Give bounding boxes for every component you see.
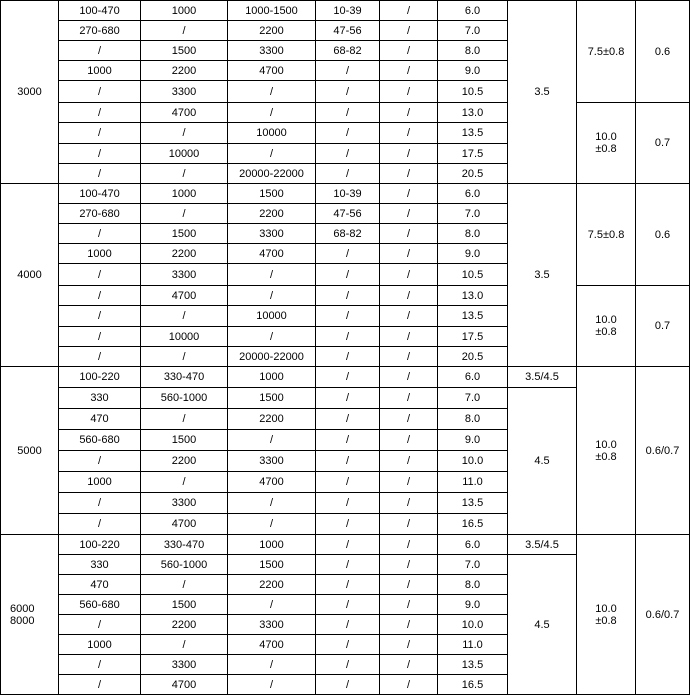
table-cell: / — [59, 615, 141, 635]
table-cell: / — [228, 655, 316, 675]
table-cell: 3300 — [228, 451, 316, 472]
cell-line: 6000 — [10, 602, 35, 615]
table-cell: 3.5 — [508, 1, 577, 184]
table-cell: / — [380, 595, 438, 615]
table-cell: / — [59, 327, 141, 347]
table-cell: 16.5 — [438, 514, 508, 535]
table-cell: / — [380, 409, 438, 430]
table-cell: 4700 — [228, 244, 316, 264]
table-cell: / — [59, 123, 141, 144]
table-cell: / — [316, 103, 380, 123]
table-cell: 10000 — [228, 123, 316, 144]
table-cell: / — [380, 224, 438, 244]
table-cell: 4700 — [141, 103, 228, 123]
table-cell: / — [316, 388, 380, 409]
table-cell: 10000 — [141, 327, 228, 347]
table-cell: / — [380, 244, 438, 264]
table-cell: 10000 — [228, 306, 316, 327]
table-cell: / — [316, 286, 380, 306]
table-cell: 1000 — [141, 1, 228, 21]
table-cell: 20.5 — [438, 164, 508, 184]
table-cell: 270-680 — [59, 204, 141, 224]
table-cell: 10.5 — [438, 81, 508, 103]
table-cell: / — [228, 103, 316, 123]
table-cell: / — [316, 535, 380, 555]
dimension-cell — [577, 367, 636, 535]
table-cell: 10.0 — [438, 615, 508, 635]
table-cell: / — [316, 514, 380, 535]
table-cell: / — [228, 327, 316, 347]
table-cell: / — [141, 204, 228, 224]
table-cell: 10.0 — [438, 451, 508, 472]
table-cell: 3300 — [141, 264, 228, 286]
table-cell: 10-39 — [316, 1, 380, 21]
table-cell: / — [316, 244, 380, 264]
dimension-cell: 7.5±0.8 — [577, 184, 636, 286]
table-cell: / — [316, 493, 380, 514]
table-cell: 47-56 — [316, 204, 380, 224]
table-cell: 3300 — [141, 493, 228, 514]
table-cell: 3300 — [228, 224, 316, 244]
table-cell: / — [380, 472, 438, 493]
table-cell: 13.5 — [438, 306, 508, 327]
table-cell: 68-82 — [316, 224, 380, 244]
table-cell: 8.0 — [438, 409, 508, 430]
table-cell: / — [316, 164, 380, 184]
table-cell: / — [228, 595, 316, 615]
table-cell: 13.0 — [438, 103, 508, 123]
table-cell: 2200 — [141, 61, 228, 81]
table-cell: / — [316, 655, 380, 675]
table-cell: / — [380, 184, 438, 204]
table-cell: / — [316, 595, 380, 615]
table-cell: 11.0 — [438, 472, 508, 493]
table-body — [1, 1, 690, 695]
table-cell: / — [380, 555, 438, 575]
table-cell: 2200 — [141, 244, 228, 264]
table-cell: 330 — [59, 555, 141, 575]
dimension-cell — [577, 535, 636, 695]
table-cell: / — [141, 347, 228, 367]
table-cell: 1000 — [59, 244, 141, 264]
table-cell: 9.0 — [438, 430, 508, 451]
lead-cell: 0.6/0.7 — [636, 535, 690, 695]
cell-line: 10.0 — [595, 131, 617, 143]
table-cell: / — [380, 493, 438, 514]
table-cell: 560-1000 — [141, 388, 228, 409]
dimension-cell — [577, 286, 636, 367]
table-cell: 1500 — [228, 388, 316, 409]
cell-line: ±0.8 — [595, 326, 617, 338]
table-cell: 17.5 — [438, 327, 508, 347]
table-cell: 4.5 — [508, 555, 577, 695]
table-cell: 16.5 — [438, 675, 508, 695]
table-cell: / — [316, 430, 380, 451]
table-cell: 4700 — [228, 61, 316, 81]
table-cell: / — [380, 675, 438, 695]
table-cell: / — [316, 81, 380, 103]
table-cell: / — [316, 367, 380, 388]
table-cell: 1000 — [141, 184, 228, 204]
table-cell: / — [380, 575, 438, 595]
table-cell: 3.5/4.5 — [508, 367, 577, 388]
table-cell: / — [59, 103, 141, 123]
table-row — [1, 103, 690, 123]
table-cell: / — [228, 286, 316, 306]
dimension-cell — [577, 103, 636, 184]
table-cell: 7.0 — [438, 388, 508, 409]
table-cell: / — [316, 306, 380, 327]
table-cell: / — [59, 264, 141, 286]
table-cell: 1500 — [141, 595, 228, 615]
table-cell: 1500 — [141, 430, 228, 451]
table-cell: 6.0 — [438, 1, 508, 21]
table-cell: 1500 — [141, 41, 228, 61]
table-cell: / — [316, 472, 380, 493]
table-cell: / — [59, 451, 141, 472]
table-cell: 11.0 — [438, 635, 508, 655]
voltage-cell: 3000 — [1, 1, 59, 184]
table-cell: 100-220 — [59, 535, 141, 555]
table-row — [1, 184, 690, 204]
table-cell: 7.0 — [438, 555, 508, 575]
table-cell: / — [380, 388, 438, 409]
table-cell: / — [380, 635, 438, 655]
table-cell: 4700 — [141, 514, 228, 535]
table-cell: / — [59, 675, 141, 695]
table-cell: 8.0 — [438, 575, 508, 595]
table-cell: / — [141, 635, 228, 655]
table-cell: / — [59, 655, 141, 675]
table-cell: / — [380, 535, 438, 555]
table-cell: 1500 — [228, 555, 316, 575]
cell-line: 10.0 — [595, 438, 617, 451]
table-cell: 8.0 — [438, 224, 508, 244]
table-cell: / — [316, 61, 380, 81]
table-cell: / — [316, 555, 380, 575]
table-cell: / — [380, 164, 438, 184]
table-cell: / — [228, 430, 316, 451]
table-cell: 330-470 — [141, 367, 228, 388]
table-cell: / — [380, 451, 438, 472]
table-cell: / — [380, 327, 438, 347]
table-cell: 4700 — [141, 286, 228, 306]
table-cell: / — [380, 81, 438, 103]
table-cell: 2200 — [141, 451, 228, 472]
table-cell: / — [141, 123, 228, 144]
table-cell: / — [380, 144, 438, 164]
table-cell: 13.5 — [438, 655, 508, 675]
table-cell: / — [59, 493, 141, 514]
lead-cell: 0.6/0.7 — [636, 367, 690, 535]
voltage-cell: 5000 — [1, 367, 59, 535]
table-cell: / — [316, 123, 380, 144]
table-cell: / — [380, 306, 438, 327]
table-cell: 3300 — [228, 41, 316, 61]
lead-cell: 0.6 — [636, 184, 690, 286]
table-cell: 2200 — [228, 409, 316, 430]
table-cell: 4.5 — [508, 388, 577, 535]
table-cell: / — [228, 514, 316, 535]
table-cell: 13.0 — [438, 286, 508, 306]
cell-line: ±0.8 — [595, 614, 617, 627]
table-cell: 10.5 — [438, 264, 508, 286]
table-cell: / — [316, 409, 380, 430]
table-cell: / — [380, 1, 438, 21]
table-cell: / — [380, 615, 438, 635]
table-cell: 1000 — [228, 535, 316, 555]
table-cell: / — [59, 347, 141, 367]
table-cell: / — [380, 430, 438, 451]
table-cell: / — [380, 41, 438, 61]
table-cell: 7.0 — [438, 204, 508, 224]
table-cell: / — [380, 655, 438, 675]
table-cell: / — [380, 347, 438, 367]
table-cell: 560-1000 — [141, 555, 228, 575]
table-cell: 13.5 — [438, 123, 508, 144]
table-cell: / — [316, 144, 380, 164]
table-cell: 470 — [59, 409, 141, 430]
table-cell: 4700 — [228, 635, 316, 655]
table-cell: 10000 — [141, 144, 228, 164]
table-cell: 8.0 — [438, 41, 508, 61]
table-cell: 20000-22000 — [228, 347, 316, 367]
table-cell: / — [380, 103, 438, 123]
voltage-cell: 4000 — [1, 184, 59, 367]
cell-line: 10.0 — [595, 602, 617, 615]
table-cell: 1000 — [228, 367, 316, 388]
table-cell: / — [380, 367, 438, 388]
table-cell: / — [316, 675, 380, 695]
table-cell: 1000 — [59, 635, 141, 655]
table-cell: 2200 — [228, 204, 316, 224]
table-cell: 1000 — [59, 61, 141, 81]
cell-line: 8000 — [10, 614, 35, 627]
table-cell: / — [59, 286, 141, 306]
table-cell: 100-470 — [59, 1, 141, 21]
cell-line: ±0.8 — [595, 143, 617, 155]
table-cell: 20.5 — [438, 347, 508, 367]
table-cell: 7.0 — [438, 21, 508, 41]
voltage-cell — [1, 535, 59, 695]
table-cell: 2200 — [228, 21, 316, 41]
table-cell: / — [228, 264, 316, 286]
table-cell: / — [59, 306, 141, 327]
table-cell: 10-39 — [316, 184, 380, 204]
table-cell: 330-470 — [141, 535, 228, 555]
table-cell: 3300 — [141, 655, 228, 675]
dimension-cell: 7.5±0.8 — [577, 1, 636, 103]
table-cell: 560-680 — [59, 430, 141, 451]
table-cell: 100-220 — [59, 367, 141, 388]
table-cell: / — [59, 224, 141, 244]
table-cell: / — [228, 493, 316, 514]
table-cell: 330 — [59, 388, 141, 409]
table-cell: 6.0 — [438, 367, 508, 388]
table-cell: 3.5/4.5 — [508, 535, 577, 555]
table-cell: / — [380, 123, 438, 144]
table-cell: / — [380, 61, 438, 81]
lead-cell: 0.7 — [636, 286, 690, 367]
table-cell: / — [59, 164, 141, 184]
table-row — [1, 535, 690, 555]
table-cell: / — [141, 306, 228, 327]
table-cell: / — [316, 327, 380, 347]
table-cell: 470 — [59, 575, 141, 595]
table-cell: / — [316, 451, 380, 472]
table-cell: / — [59, 144, 141, 164]
table-cell: 20000-22000 — [228, 164, 316, 184]
cell-line: 10.0 — [595, 314, 617, 326]
table-cell: 3300 — [141, 81, 228, 103]
table-cell: 1000 — [59, 472, 141, 493]
table-cell: 9.0 — [438, 61, 508, 81]
table-cell: 2200 — [141, 615, 228, 635]
table-cell: / — [59, 81, 141, 103]
table-cell: / — [228, 144, 316, 164]
table-cell: 100-470 — [59, 184, 141, 204]
table-cell: / — [228, 675, 316, 695]
table-cell: 270-680 — [59, 21, 141, 41]
table-cell: / — [316, 575, 380, 595]
cell-line: ±0.8 — [595, 450, 617, 463]
table-cell: 68-82 — [316, 41, 380, 61]
table-cell: 1500 — [141, 224, 228, 244]
lead-cell: 0.7 — [636, 103, 690, 184]
table-cell: / — [141, 472, 228, 493]
table-cell: 4700 — [228, 472, 316, 493]
table-cell: 3.5 — [508, 184, 577, 367]
table-cell: 4700 — [141, 675, 228, 695]
table-cell: 2200 — [228, 575, 316, 595]
table-cell: 17.5 — [438, 144, 508, 164]
table-cell: / — [316, 347, 380, 367]
table-cell: / — [380, 204, 438, 224]
table-cell: / — [316, 615, 380, 635]
lead-cell: 0.6 — [636, 1, 690, 103]
table-cell: / — [380, 286, 438, 306]
table-cell: 1500 — [228, 184, 316, 204]
table-cell: 9.0 — [438, 595, 508, 615]
table-cell: 560-680 — [59, 595, 141, 615]
table-cell: 47-56 — [316, 21, 380, 41]
table-cell: / — [59, 514, 141, 535]
table-row — [1, 1, 690, 21]
table-cell: 13.5 — [438, 493, 508, 514]
table-cell: / — [316, 264, 380, 286]
table-cell: 9.0 — [438, 244, 508, 264]
table-cell: 1000-1500 — [228, 1, 316, 21]
table-cell: / — [380, 21, 438, 41]
table-cell: / — [141, 164, 228, 184]
table-cell: / — [141, 21, 228, 41]
table-cell: / — [316, 635, 380, 655]
table-cell: / — [380, 264, 438, 286]
table-cell: 6.0 — [438, 535, 508, 555]
table-cell: 6.0 — [438, 184, 508, 204]
table-row — [1, 286, 690, 306]
table-row — [1, 367, 690, 388]
table-cell: / — [141, 409, 228, 430]
table-cell: / — [59, 41, 141, 61]
table-cell: 3300 — [228, 615, 316, 635]
table-cell: / — [141, 575, 228, 595]
table-cell: / — [228, 81, 316, 103]
table-cell: / — [380, 514, 438, 535]
